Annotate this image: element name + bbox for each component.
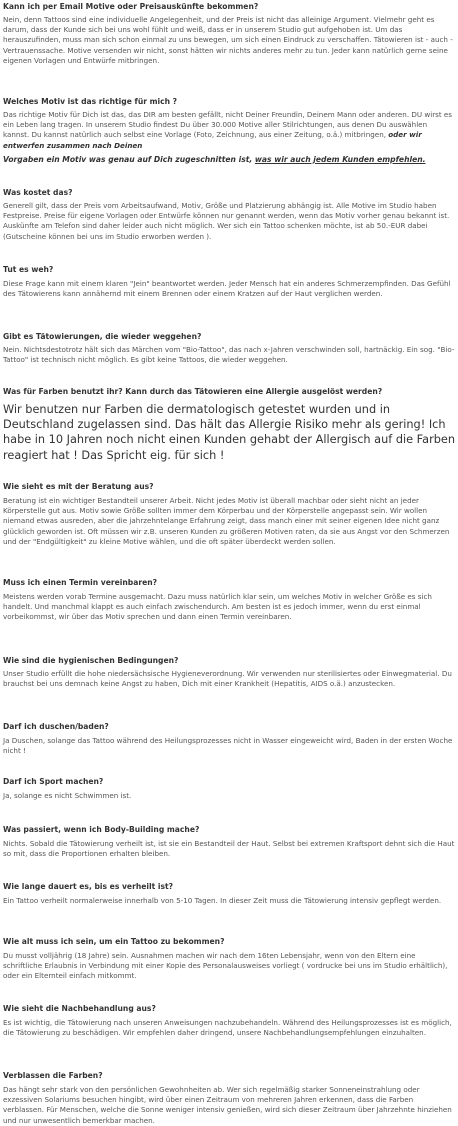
faq-answer: Es ist wichtig, die Tätowierung nach unseren Anweisungen nachzubehandeln. Während des Heilungsprozesses ist es möglich, die Tätowierung zu beschädigen. Wir empfehlen daher dringend, unsere Nachbehandlungsempfehlungen einzuhalten. (3, 1018, 452, 1038)
faq-question: Was für Farben benutzt ihr? Kann durch das Tätowieren eine Allergie ausgelöst werden? (3, 387, 383, 396)
faq-answer: Nichts. Sobald die Tätowierung verheilt ist, ist sie ein Bestandteil der Haut. Selbst bei extremen Kraftsport dehnt sich die Haut so mit, dass die Proportionen erhalten bleiben. (3, 839, 455, 859)
faq-question: Darf ich duschen/baden? (3, 722, 109, 731)
faq-answer-text: Das richtige Motiv für Dich ist das, das DIR am besten gefällt, nicht Deiner Freundin, Deinem Mann oder anderen. DU wirst es ein Leben lang tragen. In unserem Studio findest Du über 30.000 Motive aller Stilrichtungen, aus denen Du auswählen kannst. Du kannst natürlich auch selbst eine Vorlage (Foto, Zeichnung, aus einer Zeitung, o.ä.) mitbringen, (3, 110, 453, 140)
faq-question: Wie sieht die Nachbehandlung aus? (3, 1004, 156, 1013)
faq-answer: Das hängt sehr stark von den persönlichen Gewohnheiten ab. Wer sich regelmäßig starker Sonneneinstrahlung oder exzessiven Solariums besuchen hingibt, wird über einen Zeitraum von mehreren Jahren erkennen, dass die Farben verblassen. Für Menschen, welche die Sonne weniger intensiv genießen, wird sich dieser Zeitraum über Jahrzehnte hinziehen und nur unwesentlich bemerkbar machen. (3, 1085, 452, 1125)
faq-question: Wie sieht es mit der Beratung aus? (3, 482, 154, 491)
faq-question: Gibt es Tätowierungen, die wieder weggehen? (3, 332, 202, 341)
faq-question: Tut es weh? (3, 265, 54, 274)
faq-emphasis-line (3, 155, 455, 165)
faq-answer: Beratung ist ein wichtiger Bestandteil unserer Arbeit. Nicht jedes Motiv ist überall machbar oder sieht nicht an jeder Körperstelle gut aus. Motiv sowie Größe sollten immer dem Körperbau und der Körperstelle angepasst sein. Wir wollen niemand etwas ausreden, aber die jahrzehntelange Erfahrung zeigt, dass manch einer mit seiner eigenen Idee nicht ganz glücklich geworden ist. Oft müssen wir z.B. unseren Kunden zu größeren Motiven raten, da sie aus Angst vor den Schmerzen und der "Endgültigkeit" zu kleine Motive wählen, und die oft später überdeckt werden sollen. (3, 496, 450, 546)
faq-answer: Unser Studio erfüllt die hohe niedersächsische Hygieneverordnung. Wir verwenden nur sterilisiertes oder Einwegmaterial. Du brauchst bei uns demnach keine Angst zu haben, Dich mit einer Krankheit (Hepatitis, AIDS o.ä.) anzustecken. (3, 669, 452, 689)
faq-answer: Ja Duschen, solange das Tattoo während des Heilungsprozesses nicht in Wasser eingeweicht wird, Baden in der ersten Woche nicht ! (3, 736, 453, 756)
faq-answer: Nein, denn Tattoos sind eine individuelle Angelegenheit, und der Preis ist nicht das alleinige Argument. Vielmehr geht es darum, dass der Kunde sich bei uns wohl fühlt und weiß, dass er in unserem Studio gut aufgehoben ist. Um das herauszufinden, muss man sich schon einmal zu uns bewegen, um sich einen Eindruck zu verschaffen. Tätowieren ist - auch - Vertrauenssache. Motive versenden wir nicht, sonst hätten wir nichts anderes mehr zu tun. Jeder kann natürlich gerne seine eigenen Vorlagen und Entwürfe mitbringen. (3, 15, 453, 65)
faq-emphasis-underlined: was wir auch jedem Kunden empfehlen. (254, 155, 426, 164)
faq-answer: Nein. Nichtsdestotrotz hält sich das Märchen vom "Bio-Tattoo", das nach x-Jahren verschwinden soll, hartnäckig. Ein sog. "Bio-Tattoo" ist technisch nicht möglich. Es gibt keine Tattoos, die wieder weggehen. (3, 345, 455, 365)
faq-answer: Wir benutzen nur Farben die dermatologisch getestet wurden und in Deutschland zugelassen sind. Das hält das Allergie Risiko mehr als gering! Ich habe in 10 Jahren noch nicht einen Kunden gehabt der Allergisch auf die Farben reagiert hat ! Das Spricht eig. für sich ! (3, 403, 455, 462)
faq-answer: Ein Tattoo verheilt normalerweise innerhalb von 5-10 Tagen. In dieser Zeit muss die Tätowierung intensiv gepflegt werden. (3, 896, 442, 905)
faq-answer: Diese Frage kann mit einem klaren "Jein" beantwortet werden. Jeder Mensch hat ein anderes Schmerzempfinden. Das Gefühl des Tätowierens kann annähernd mit einem Brennen oder einem Kratzen auf der Haut verglichen werden. (3, 279, 451, 299)
faq-question: Verblassen die Farben? (3, 1071, 103, 1080)
faq-answer-emphasis: oder wir entwerfen zusammen nach Deinen (3, 130, 422, 150)
faq-question: Wie sind die hygienischen Bedingungen? (3, 656, 179, 665)
faq-question: Muss ich einen Termin vereinbaren? (3, 578, 158, 587)
faq-answer (3, 110, 455, 151)
faq-question: Darf ich Sport machen? (3, 777, 104, 786)
faq-question: Was kostet das? (3, 188, 73, 197)
faq-question: Wie lange dauert es, bis es verheilt ist? (3, 882, 174, 891)
faq-answer: Generell gilt, dass der Preis vom Arbeitsaufwand, Motiv, Größe und Platzierung abhängig ist. Alle Motive im Studio haben Festpreise. Preise für eigene Vorlagen oder Entwürfe können nur genannt werden, wenn das Motiv vorher genau bekannt ist. Auskünfte am Telefon sind daher leider auch nicht möglich. Wer sich ein Tattoo schenken möchte, ist ab 50.-EUR dabei (Gutscheine können bei uns im Studio erworben werden ). (3, 201, 450, 241)
faq-answer: Meistens werden vorab Termine ausgemacht. Dazu muss natürlich klar sein, um welches Motiv in welcher Größe es sich handelt. Und manchmal klappt es auch einfach zwischendurch. Am besten ist es jedoch immer, wenn du erst einmal vorbeikommst, wir über das Motiv sprechen und dann einen Termin vereinbaren. (3, 592, 432, 622)
faq-answer: Du musst volljährig (18 Jahre) sein. Ausnahmen machen wir nach dem 16ten Lebensjahr, wenn von den Eltern eine schriftliche Erlaubnis in Verbindung mit einer Kopie des Personalausweises vorliegt ( vordrucke bei uns im Studio erhältlich), oder ein Elternteil einfach mitkommt. (3, 951, 448, 981)
faq-emphasis-text: Vorgaben ein Motiv was genau auf Dich zugeschnitten ist, (3, 155, 253, 164)
faq-question: Kann ich per Email Motive oder Preisauskünfte bekommen? (3, 2, 259, 11)
faq-question: Wie alt muss ich sein, um ein Tattoo zu bekommen? (3, 937, 225, 946)
faq-question: Welches Motiv ist das richtige für mich ? (3, 97, 178, 106)
faq-answer: Ja, solange es nicht Schwimmen ist. (3, 791, 132, 800)
faq-question: Was passiert, wenn ich Body-Building mache? (3, 825, 200, 834)
